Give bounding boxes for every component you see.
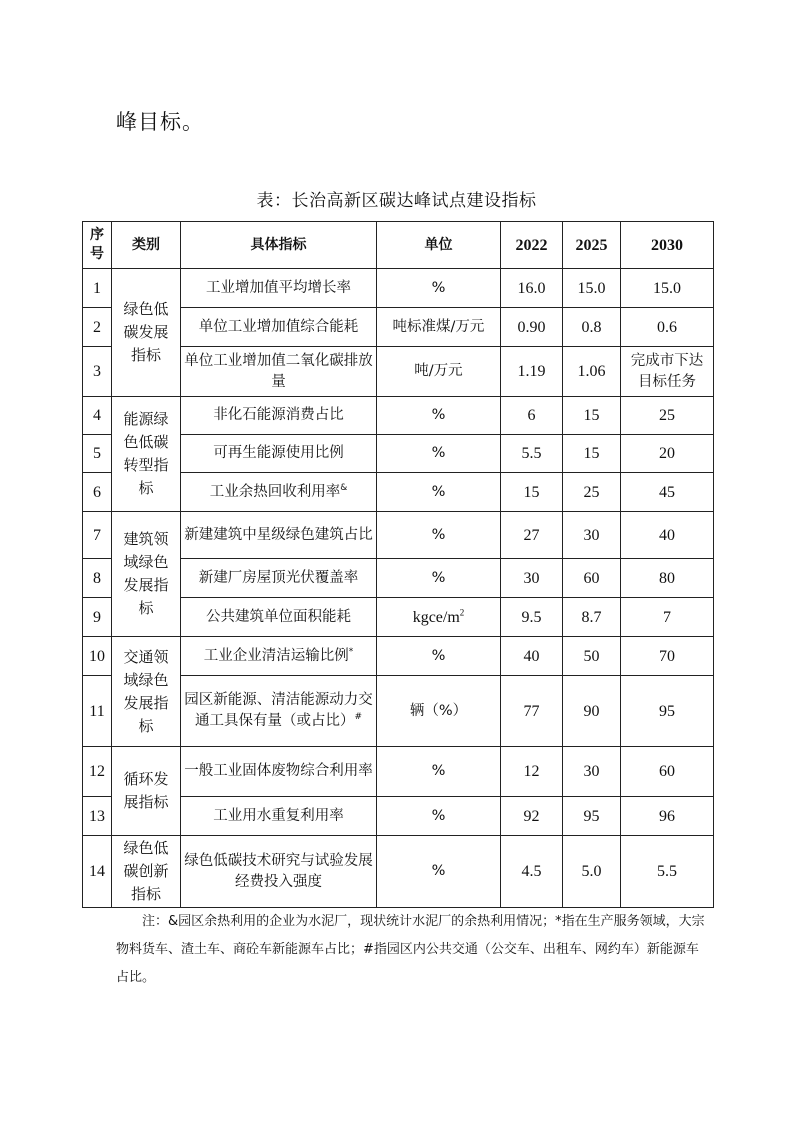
row-indicator [181,747,377,797]
row-unit [377,637,501,676]
table-row [83,512,714,559]
row-category: 建筑领域绿色发展指标 [112,512,181,637]
unit-text: % [431,763,446,779]
row-seq: 11 [83,676,112,747]
row-unit [377,598,501,637]
row-value-2022: 77 [501,676,563,747]
row-value-2022: 4.5 [501,836,563,908]
indicator-text: 单位工业增加值综合能耗 [198,318,359,335]
unit-text: % [431,279,446,296]
row-indicator [181,435,377,473]
row-unit [377,308,501,347]
row-seq: 14 [83,836,112,908]
header-unit: 单位 [377,222,501,269]
unit-text: % [431,569,446,586]
unit-text: % [431,445,446,461]
row-value-2030: 70 [621,637,714,676]
row-seq: 9 [83,598,112,637]
footnote-text: 注：&园区余热利用的企业为水泥厂，现状统计水泥厂的余热利用情况；*指在生产服务领域，大宗物料货车、渣土车、商砼车新能源车占比；#指园区内公共交通（公交车、出租车、网约车）新能源车占比。 [116,914,705,985]
row-value-2022: 30 [501,559,563,598]
row-seq: 10 [83,637,112,676]
row-seq: 8 [83,559,112,598]
row-category: 绿色低碳创新指标 [112,836,181,908]
indicator-text: 单位工业增加值二氧化碳排放量 [184,352,373,390]
header-seq: 序号 [83,222,112,269]
row-value-2025: 95 [563,797,621,836]
indicator-text: 新建建筑中星级绿色建筑占比 [184,526,373,543]
row-unit [377,747,501,797]
row-indicator [181,269,377,308]
row-value-2025: 15 [563,435,621,473]
row-indicator [181,397,377,435]
unit-text: 吨标准煤/万元 [392,318,485,335]
row-value-2025: 15.0 [563,269,621,308]
table-caption: 表：长治高新区碳达峰试点建设指标 [256,191,537,211]
row-indicator [181,473,377,512]
indicator-text: 公共建筑单位面积能耗 [206,608,351,625]
row-value-2030: 完成市下达目标任务 [621,347,714,397]
row-indicator [181,559,377,598]
row-category: 交通领域绿色发展指标 [112,637,181,747]
row-indicator [181,347,377,397]
row-value-2030: 5.5 [621,836,714,908]
row-indicator [181,637,377,676]
table-row [83,397,714,435]
unit-text: % [431,807,446,824]
header-2025: 2025 [563,222,621,269]
footnote-mark: & [340,482,348,493]
table-footnote [116,908,706,992]
row-unit [377,347,501,397]
row-value-2022: 6 [501,397,563,435]
row-value-2030: 25 [621,397,714,435]
row-value-2025: 30 [563,512,621,559]
row-seq: 13 [83,797,112,836]
row-seq: 4 [83,397,112,435]
indicator-text: 工业增加值平均增长率 [206,279,351,296]
row-value-2030: 45 [621,473,714,512]
row-unit [377,559,501,598]
row-value-2025: 1.06 [563,347,621,397]
row-value-2022: 5.5 [501,435,563,473]
row-value-2025: 50 [563,637,621,676]
row-indicator [181,676,377,747]
row-indicator [181,512,377,559]
unit-text: 吨/万元 [414,363,463,379]
indicator-text: 新建厂房屋顶光伏覆盖率 [198,569,359,586]
indicator-text: 可再生能源使用比例 [213,445,344,461]
row-value-2025: 0.8 [563,308,621,347]
row-indicator [181,308,377,347]
row-value-2030: 0.6 [621,308,714,347]
row-value-2030: 40 [621,512,714,559]
row-unit [377,836,501,908]
row-value-2025: 90 [563,676,621,747]
row-indicator [181,598,377,637]
row-unit [377,269,501,308]
row-value-2025: 8.7 [563,598,621,637]
unit-text: % [431,407,446,423]
indicator-text: 工业企业清洁运输比例 [203,647,349,664]
table-row [83,747,714,797]
unit-text: kgce/m [412,608,460,626]
indicator-text: 绿色低碳技术研究与试验发展经费投入强度 [184,852,373,890]
row-unit [377,473,501,512]
row-value-2030: 96 [621,797,714,836]
row-value-2025: 15 [563,397,621,435]
table-row [83,836,714,908]
row-value-2030: 80 [621,559,714,598]
table-row [83,637,714,676]
row-unit [377,512,501,559]
row-seq: 5 [83,435,112,473]
row-value-2022: 12 [501,747,563,797]
indicator-text: 一般工业固体废物综合利用率 [184,763,373,779]
indicator-table [82,221,714,908]
row-category: 绿色低碳发展指标 [112,269,181,397]
unit-text: 辆（%） [409,702,468,719]
header-2022: 2022 [501,222,563,269]
header-category: 类别 [112,222,181,269]
row-value-2022: 0.90 [501,308,563,347]
row-unit [377,397,501,435]
row-value-2030: 15.0 [621,269,714,308]
row-seq: 7 [83,512,112,559]
indicator-text: 工业用水重复利用率 [213,807,344,824]
header-indicator: 具体指标 [181,222,377,269]
row-value-2022: 9.5 [501,598,563,637]
row-seq: 6 [83,473,112,512]
row-value-2022: 16.0 [501,269,563,308]
row-value-2030: 7 [621,598,714,637]
row-value-2030: 20 [621,435,714,473]
footnote-mark: * [348,646,354,657]
header-2030: 2030 [621,222,714,269]
row-value-2025: 5.0 [563,836,621,908]
row-category: 能源绿色低碳转型指标 [112,397,181,512]
unit-text: % [431,863,446,879]
row-indicator [181,836,377,908]
unit-superscript: 2 [459,607,465,618]
row-category: 循环发展指标 [112,747,181,836]
lead-paragraph-text: 峰目标。 [116,110,204,134]
footnote-mark: # [354,712,363,723]
row-indicator [181,797,377,836]
row-value-2022: 1.19 [501,347,563,397]
row-value-2022: 15 [501,473,563,512]
indicator-text: 工业余热回收利用率 [209,483,341,500]
row-value-2025: 60 [563,559,621,598]
table-row [83,269,714,308]
row-value-2030: 95 [621,676,714,747]
row-value-2022: 40 [501,637,563,676]
table-header-row [83,222,714,269]
row-unit [377,797,501,836]
unit-text: % [431,647,446,664]
row-seq: 3 [83,347,112,397]
row-value-2022: 92 [501,797,563,836]
row-seq: 2 [83,308,112,347]
unit-text: % [431,526,446,543]
row-seq: 12 [83,747,112,797]
row-unit [377,676,501,747]
row-value-2025: 25 [563,473,621,512]
unit-text: % [431,483,446,500]
row-value-2025: 30 [563,747,621,797]
row-unit [377,435,501,473]
indicator-text: 非化石能源消费占比 [213,407,344,423]
row-value-2030: 60 [621,747,714,797]
row-seq: 1 [83,269,112,308]
indicator-text: 园区新能源、清洁能源动力交通工具保有量（或占比） [184,692,373,729]
row-value-2022: 27 [501,512,563,559]
